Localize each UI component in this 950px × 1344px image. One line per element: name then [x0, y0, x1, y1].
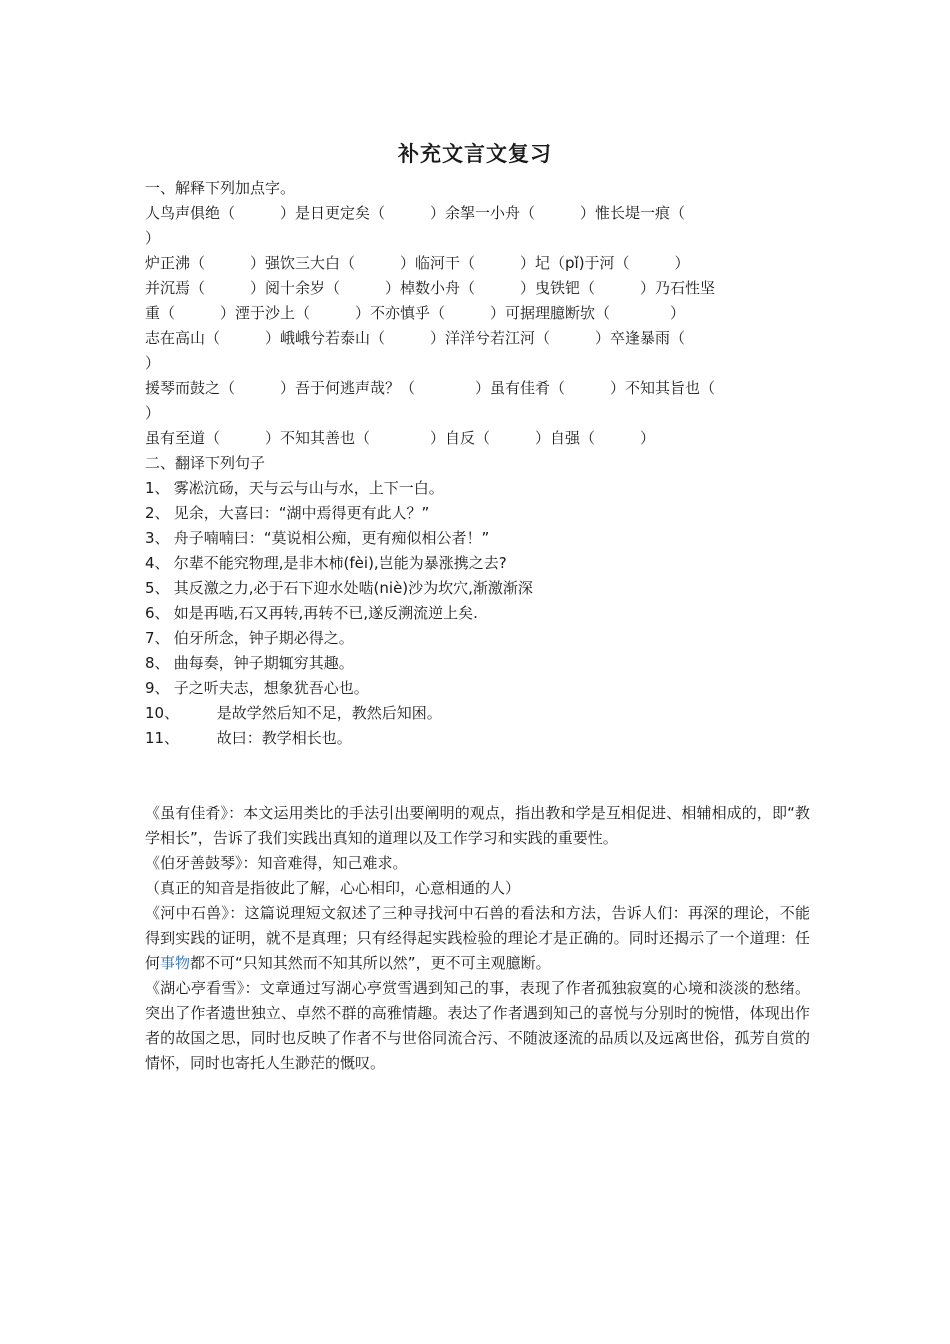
item-number: 3、	[145, 529, 170, 547]
translation-item	[145, 551, 810, 576]
note-paragraph: （真正的知音是指彼此了解，心心相印，心意相通的人）	[145, 879, 521, 897]
section2-heading: 二、翻译下列句子	[145, 454, 266, 472]
translation-item	[145, 501, 810, 526]
vocab-line: 援琴而鼓之（ ）吾于何逃声哉？（ ）虽有佳肴（ ）不知其旨也（	[145, 379, 716, 397]
item-text: 尔辈不能究物理,是非木柿(fèi),岂能为暴涨携之去?	[173, 554, 507, 572]
translation-item	[145, 651, 810, 676]
vocab-line: 炉正沸（ ）强饮三大白（ ）临河干（ ）圮（pǐ)于河（ ）	[145, 254, 690, 272]
item-text: 伯牙所念，钟子期必得之。	[173, 629, 354, 647]
item-text: 如是再啮,石又再转,再转不已,遂反溯流逆上矣.	[173, 604, 478, 622]
page-title: 补充文言文复习	[398, 142, 552, 166]
translation-item	[145, 476, 810, 501]
item-text: 曲每奏，钟子期辄穷其趣。	[173, 654, 354, 672]
note-paragraph: 《虽有佳肴》：本文运用类比的手法引出要阐明的观点，指出教和学是互相促进、相辅相成的，即“教学相长”，告诉了我们实践出真知的道理以及工作学习和实践的重要性。	[145, 804, 810, 847]
note-paragraph: 《湖心亭看雪》：文章通过写湖心亭赏雪遇到知己的事，表现了作者孤独寂寞的心境和淡淡的愁绪。突出了作者遗世独立、卓然不群的高雅情趣。表达了作者遇到知己的喜悦与分别时的惋惜，体现出作者的故国之思，同时也反映了作者不与世俗同流合污、不随波逐流的品质以及远离世俗，孤芳自赏的情怀，同时也寄托人生渺茫的慨叹。	[145, 979, 810, 1072]
vocab-line: 人鸟声俱绝（ ）是日更定矣（ ）余挐一小舟（ ）惟长堤一痕（	[145, 204, 686, 222]
item-number: 5、	[145, 579, 170, 597]
item-number: 6、	[145, 604, 170, 622]
vocab-line: 志在高山（ ）峨峨兮若泰山（ ）洋洋兮若江河（ ）卒逢暴雨（	[145, 329, 686, 347]
note-text: 《河中石兽》：这篇说理短文叙述了三种寻找河中石兽的看法和方法，告诉人们：再深的理论，不能得到实践的证明，就不是真理；只有经得起实践检验的理论才是正确的。同时还揭示了一个道理：任何	[145, 904, 810, 972]
item-number: 10、	[145, 704, 180, 722]
keyword-link[interactable]: 事物	[160, 954, 191, 972]
item-number: 11、	[145, 729, 180, 747]
vocab-line: 并沉焉（ ）阅十余岁（ ）棹数小舟（ ）曳铁钯（ ）乃石性坚	[145, 279, 716, 297]
item-text: 舟子喃喃曰：“莫说相公痴，更有痴似相公者！”	[173, 529, 490, 547]
item-number: 2、	[145, 504, 170, 522]
item-number: 9、	[145, 679, 170, 697]
item-text: 雾凇沆砀，天与云与山与水，上下一白。	[173, 479, 444, 497]
vocab-line: ）	[145, 354, 161, 372]
translation-item	[145, 601, 810, 626]
translation-item	[145, 676, 810, 701]
item-number: 1、	[145, 479, 170, 497]
translation-item	[145, 701, 810, 726]
item-text: 子之听夫志，想象犹吾心也。	[173, 679, 369, 697]
item-text: 见余，大喜曰：“湖中焉得更有此人？”	[173, 504, 430, 522]
vocab-line: 虽有至道（ ）不知其善也（ ）自反（ ）自强（ ）	[145, 429, 656, 447]
translation-item	[145, 626, 810, 651]
translation-item	[145, 726, 810, 751]
item-text: 是故学然后知不足，教然后知困。	[216, 704, 442, 722]
spacer	[145, 751, 810, 801]
item-number: 8、	[145, 654, 170, 672]
item-text: 其反激之力,必于石下迎水处啮(niè)沙为坎穴,渐激渐深	[173, 579, 533, 597]
item-number: 4、	[145, 554, 170, 572]
item-number: 7、	[145, 629, 170, 647]
vocab-line: ）	[145, 404, 161, 422]
document-body	[145, 176, 810, 1076]
note-text: 都不可“只知其然而不知其所以然”，更不可主观臆断。	[190, 954, 551, 972]
translation-item	[145, 526, 810, 551]
translation-item	[145, 576, 810, 601]
item-text: 故曰：教学相长也。	[216, 729, 352, 747]
note-paragraph	[145, 901, 810, 976]
note-paragraph: 《伯牙善鼓琴》：知音难得，知己难求。	[145, 854, 408, 872]
vocab-line: ）	[145, 229, 161, 247]
section1-heading: 一、解释下列加点字。	[145, 179, 296, 197]
vocab-line: 重（ ）湮于沙上（ ）不亦慎乎（ ）可据理臆断欤（ ）	[145, 304, 686, 322]
